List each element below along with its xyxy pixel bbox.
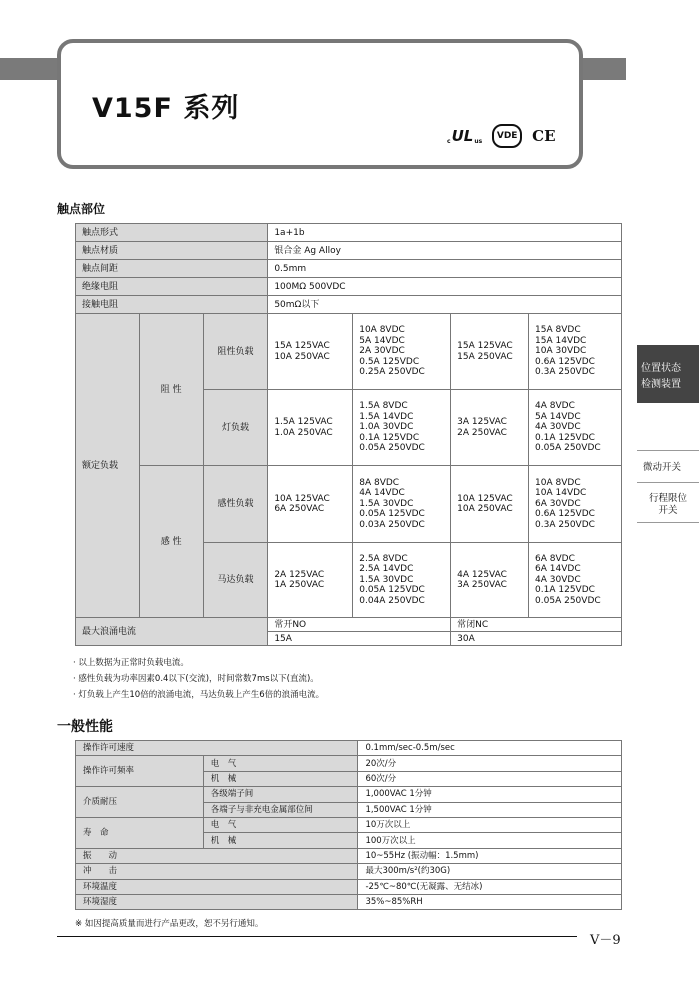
row-label: 介质耐压: [76, 787, 204, 818]
load-type-label: 灯负载: [203, 390, 268, 466]
page-number: V－9: [590, 933, 621, 948]
no-inrush-value: 15A: [268, 632, 451, 646]
sub-label: 电 气: [203, 817, 358, 832]
row-value: 50mΩ以下: [268, 296, 622, 314]
nc-inrush-value: 30A: [451, 632, 622, 646]
row-label: 寿 命: [76, 817, 204, 848]
ce-mark-icon: CE: [532, 127, 556, 145]
load-type-label: 马达负载: [203, 543, 268, 618]
no-dc-value: 1.5A 8VDC 1.5A 14VDC 1.0A 30VDC 0.1A 125VDC 0.05A 250VDC: [353, 390, 451, 466]
row-value: 1a+1b: [268, 224, 622, 242]
vde-mark-icon: VDE: [492, 124, 522, 148]
nc-dc-value: 4A 8VDC 5A 14VDC 4A 30VDC 0.1A 125VDC 0.05A 250VDC: [529, 390, 622, 466]
rated-load-label: 额定负载: [76, 314, 140, 618]
table-row: [76, 618, 622, 632]
table-row: [76, 296, 622, 314]
inrush-label: 最大浪涌电流: [76, 618, 268, 646]
row-label: 触点材质: [76, 242, 268, 260]
row-label: 接触电阻: [76, 296, 268, 314]
row-label: 绝缘电阻: [76, 278, 268, 296]
section-title-general: 一般性能: [57, 719, 113, 735]
nc-dc-value: 15A 8VDC 15A 14VDC 10A 30VDC 0.6A 125VDC 0.3A 250VDC: [529, 314, 622, 390]
page-title: V15F 系列: [92, 93, 240, 124]
contacts-table: [75, 223, 622, 646]
row-label: 操作许可频率: [76, 756, 204, 787]
header-band-left: [0, 58, 64, 80]
row-value: 35%~85%RH: [358, 894, 622, 909]
notes: [73, 655, 324, 703]
general-table: [75, 740, 622, 910]
certification-marks: [447, 124, 556, 148]
resistive-label: 阻 性: [139, 314, 203, 466]
tab-micro-switch[interactable]: 微动开关: [637, 450, 699, 483]
tab-label: 位置状态: [641, 363, 681, 374]
tab-limit-switch[interactable]: [637, 485, 699, 523]
footnote: ※ 如因提高质量而进行产品更改，恕不另行通知。: [75, 919, 264, 929]
table-row: [76, 242, 622, 260]
nc-header: 常闭NC: [451, 618, 622, 632]
tab-label: 检测装置: [641, 379, 681, 390]
table-row: [76, 848, 622, 863]
row-value: 银合金 Ag Alloy: [268, 242, 622, 260]
row-label: 环境温度: [76, 879, 358, 894]
row-label: 操作许可速度: [76, 741, 358, 756]
load-type-label: 阻性负载: [203, 314, 268, 390]
nc-ac-value: 15A 125VAC 15A 250VAC: [451, 314, 529, 390]
row-value: 1,000VAC 1分钟: [358, 787, 622, 802]
no-ac-value: 10A 125VAC 6A 250VAC: [268, 466, 353, 543]
sub-label: 各端子与非充电金属部位间: [203, 802, 358, 817]
table-row: [76, 879, 622, 894]
table-row: [76, 817, 622, 832]
row-value: 10~55Hz (振动幅：1.5mm): [358, 848, 622, 863]
table-row: [76, 260, 622, 278]
row-value: 100MΩ 500VDC: [268, 278, 622, 296]
row-value: 最大300m/s²(约30G): [358, 864, 622, 879]
row-value: -25℃~80℃(无凝露、无结冰): [358, 879, 622, 894]
row-value: 1,500VAC 1分钟: [358, 802, 622, 817]
tab-label: 行程限位: [648, 493, 687, 504]
nc-ac-value: 10A 125VAC 10A 250VAC: [451, 466, 529, 543]
sub-label: 电 气: [203, 756, 358, 771]
section-title-contacts: 触点部位: [57, 202, 106, 216]
nc-ac-value: 4A 125VAC 3A 250VAC: [451, 543, 529, 618]
inductive-label: 感 性: [139, 466, 203, 618]
table-row: [76, 278, 622, 296]
no-ac-value: 1.5A 125VAC 1.0A 250VAC: [268, 390, 353, 466]
tab-label: 开关: [658, 505, 678, 516]
no-header: 常开NO: [268, 618, 451, 632]
table-row: [76, 314, 622, 390]
row-value: 100万次以上: [358, 833, 622, 848]
table-row: [76, 741, 622, 756]
nc-dc-value: 10A 8VDC 10A 14VDC 6A 30VDC 0.6A 125VDC 0.3A 250VDC: [529, 466, 622, 543]
row-label: 环境湿度: [76, 894, 358, 909]
sub-label: 机 械: [203, 771, 358, 786]
row-value: 0.5mm: [268, 260, 622, 278]
row-label: 触点形式: [76, 224, 268, 242]
note-item: · 灯负载上产生10倍的浪涌电流，马达负载上产生6倍的浪涌电流。: [73, 690, 325, 700]
sub-label: 机 械: [203, 833, 358, 848]
table-row: [76, 787, 622, 802]
row-label: 触点间距: [76, 260, 268, 278]
table-row: [76, 756, 622, 771]
footer-rule: [57, 936, 577, 937]
table-row: [76, 894, 622, 909]
sub-label: 各级端子间: [203, 787, 358, 802]
ul-mark-icon: c UL us: [447, 127, 483, 145]
row-value: 0.1mm/sec-0.5m/sec: [358, 741, 622, 756]
note-item: · 感性负载为功率因素0.4以下(交流)，时间常数7ms以下(直流)。: [73, 674, 319, 684]
row-value: 10万次以上: [358, 817, 622, 832]
note-item: · 以上数据为正常时负载电流。: [73, 658, 189, 668]
table-row: [76, 466, 622, 543]
row-label: 冲 击: [76, 864, 358, 879]
row-label: 振 动: [76, 848, 358, 863]
nc-dc-value: 6A 8VDC 6A 14VDC 4A 30VDC 0.1A 125VDC 0.05A 250VDC: [529, 543, 622, 618]
tab-position-detection[interactable]: [637, 345, 699, 403]
no-dc-value: 2.5A 8VDC 2.5A 14VDC 1.5A 30VDC 0.05A 125VDC 0.04A 250VDC: [353, 543, 451, 618]
table-row: [76, 224, 622, 242]
no-ac-value: 15A 125VAC 10A 250VAC: [268, 314, 353, 390]
row-value: 60次/分: [358, 771, 622, 786]
no-dc-value: 8A 8VDC 4A 14VDC 1.5A 30VDC 0.05A 125VDC 0.03A 250VDC: [353, 466, 451, 543]
table-row: [76, 864, 622, 879]
load-type-label: 感性负载: [203, 466, 268, 543]
nc-ac-value: 3A 125VAC 2A 250VAC: [451, 390, 529, 466]
no-ac-value: 2A 125VAC 1A 250VAC: [268, 543, 353, 618]
no-dc-value: 10A 8VDC 5A 14VDC 2A 30VDC 0.5A 125VDC 0.25A 250VDC: [353, 314, 451, 390]
row-value: 20次/分: [358, 756, 622, 771]
